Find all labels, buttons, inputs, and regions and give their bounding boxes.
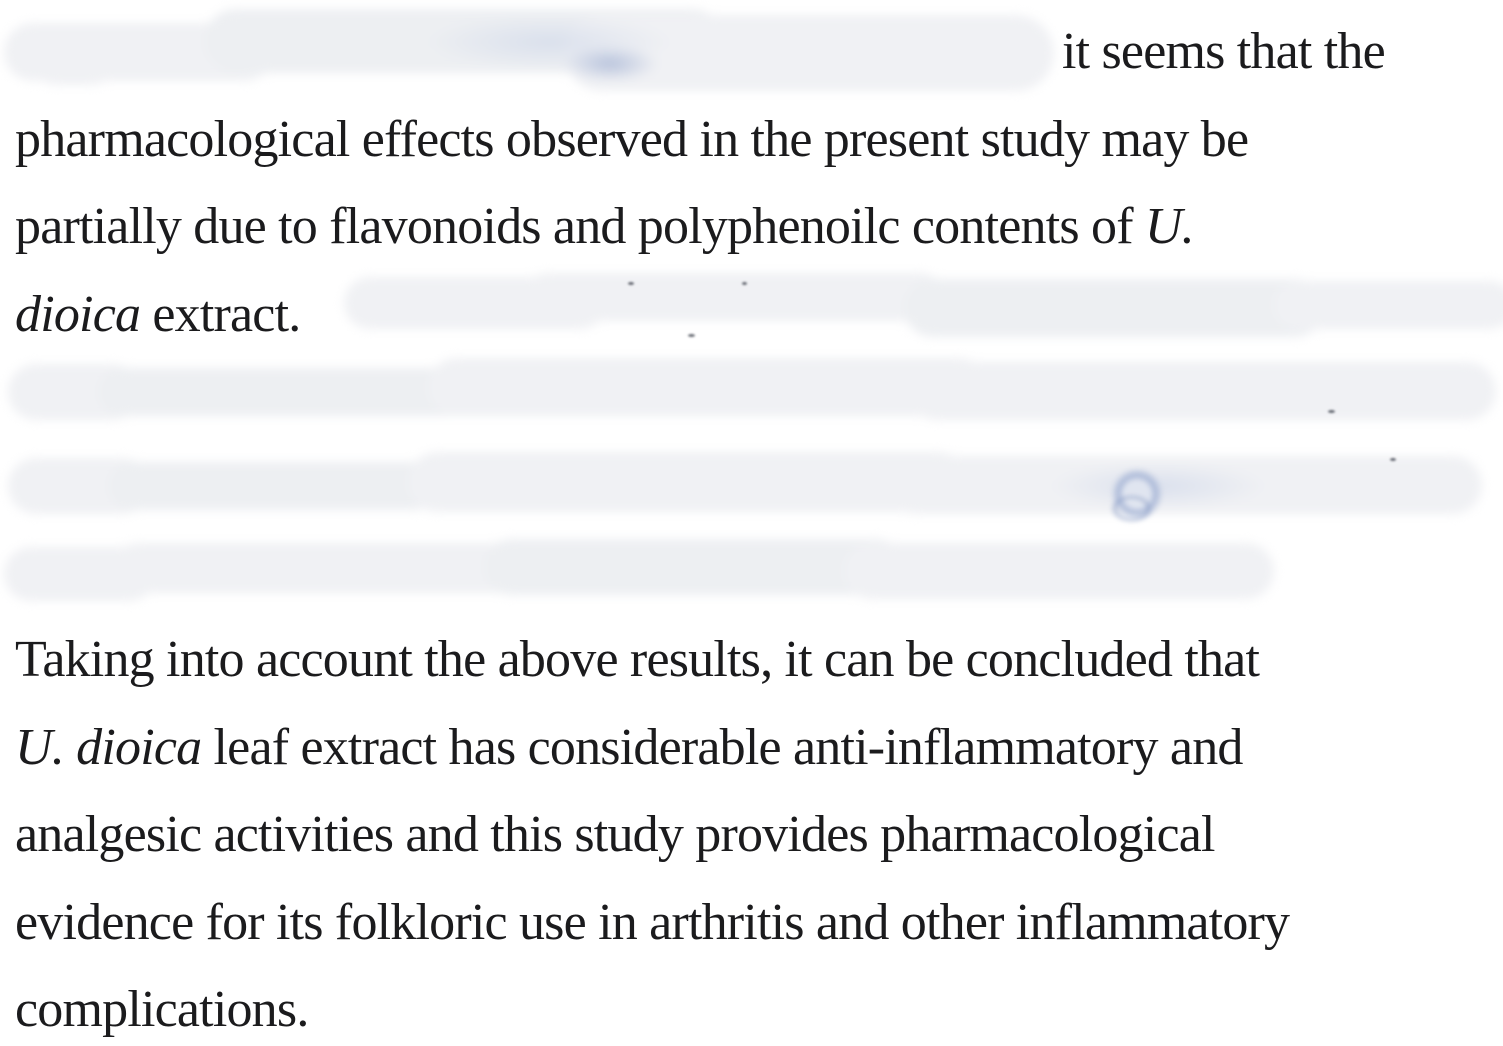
text-line	[15, 791, 1497, 879]
blue-ink-ring-mark	[1104, 461, 1170, 527]
smudge-lobe	[888, 456, 1482, 514]
species-name-italic: dioica	[15, 285, 141, 343]
conclusion-line1-text: Taking into account the above results, it can be concluded that	[15, 631, 1260, 688]
eraser-smudge-line-6	[8, 452, 1482, 518]
paragraph-1	[15, 8, 1497, 358]
text-line	[15, 704, 1497, 792]
smudge-lobe	[844, 543, 1274, 599]
line2-text: pharmacological effects observed in the present study may be	[15, 110, 1249, 168]
smudge-lobe	[114, 543, 534, 593]
smudge-lobe	[408, 452, 968, 512]
ink-remnant-speck	[1328, 410, 1335, 413]
conclusion-line4-text: evidence for its folkloric use in arthritis and other inflammatory	[15, 893, 1290, 951]
text-line	[15, 96, 1497, 184]
conclusion-line2-text: leaf extract has considerable anti-inflammatory and	[201, 718, 1243, 776]
text-line	[15, 183, 1497, 271]
line4-text: extract.	[140, 285, 301, 343]
species-abbreviation-italic: U.	[1144, 198, 1194, 255]
paragraph-2	[15, 616, 1497, 1046]
smudge-lobe	[108, 462, 438, 510]
eraser-smudge-line-7	[4, 537, 1274, 601]
text-line	[15, 8, 1497, 96]
line3-text: partially due to flavonoids and polyphenoilc contents of	[15, 198, 1145, 255]
smudge-lobe	[484, 539, 904, 595]
text-line	[15, 271, 1497, 359]
ink-remnant-speck	[1390, 458, 1396, 461]
species-name-italic: U. dioica	[15, 718, 202, 776]
smudge-lobe	[428, 358, 988, 416]
smudge-lobe	[908, 362, 1496, 420]
text-line	[15, 966, 1497, 1046]
conclusion-line5-text: complications.	[15, 981, 309, 1038]
line1-visible-text: it seems that the	[1062, 23, 1385, 80]
eraser-smudge-line-5	[8, 356, 1496, 426]
text-line	[15, 616, 1497, 704]
conclusion-line3-text: analgesic activities and this study provides pharmacological	[15, 806, 1215, 863]
text-line	[15, 879, 1497, 967]
